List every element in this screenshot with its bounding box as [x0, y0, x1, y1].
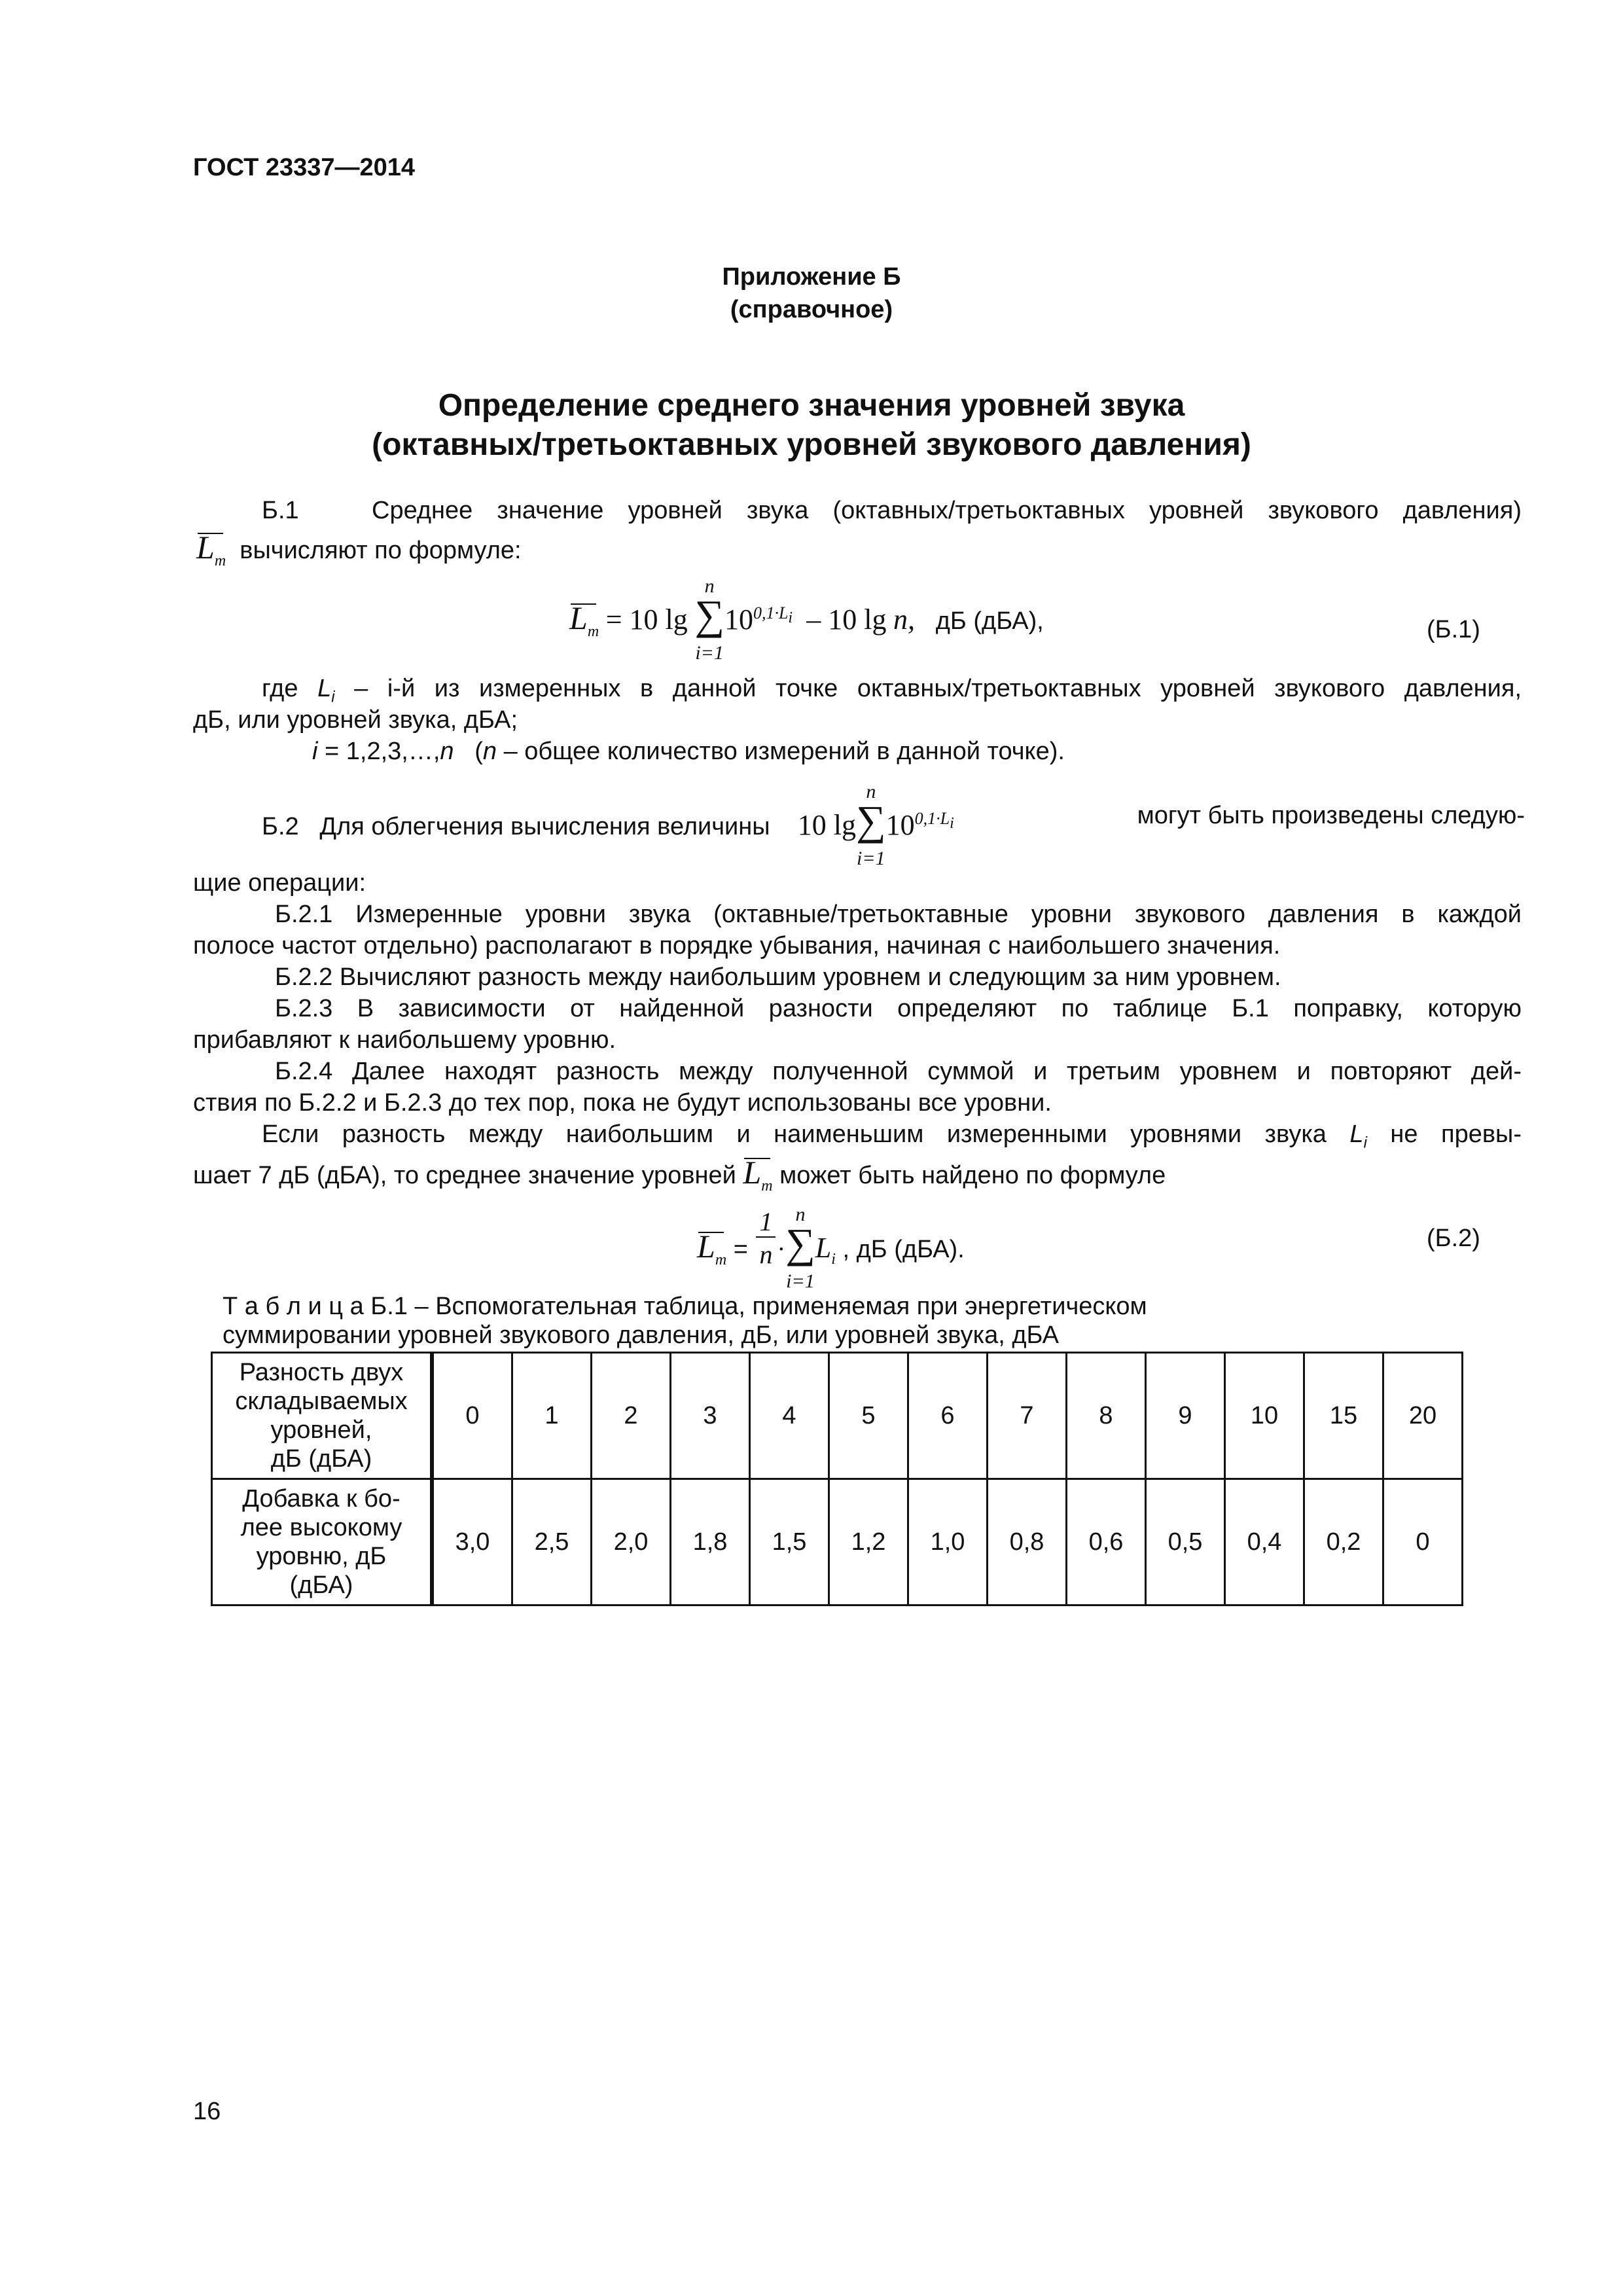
table-cell: 15 [1304, 1353, 1383, 1479]
formula2-sum-symbol: n ∑ i=1 [785, 1204, 815, 1292]
lm-symbol-inline: $L_m$ [743, 1157, 772, 1202]
step-b23-line2: прибавляют к наибольшему уровню. [193, 1026, 616, 1054]
where-li-cont: дБ, или уровней звука, дБА; [193, 706, 518, 734]
formula2-fraction: $\frac{1}{n}$ [755, 1234, 777, 1265]
table-cell: 2,5 [512, 1479, 592, 1605]
b2-sum-symbol: n ∑ i=1 [856, 781, 886, 869]
table-cell: 2 [592, 1353, 671, 1479]
table-cell: 3,0 [432, 1479, 512, 1605]
formula1-minus: – 10 lg [806, 603, 887, 636]
appendix-title: Приложение Б [722, 263, 901, 291]
step-condition-line2: шает 7 дБ (дБА), то среднее значение уровней $L_m$ может быть найдено по формуле [193, 1157, 1166, 1202]
table-caption-line2: суммировании уровней звукового давления, дБ, или уровней звука, дБА [223, 1321, 1059, 1349]
table-cell: 0,4 [1225, 1479, 1304, 1605]
table-cell: 2,0 [592, 1479, 671, 1605]
table-cell: 0,5 [1146, 1479, 1225, 1605]
lm-symbol: $L_m$ [196, 531, 226, 577]
table-cell: 10 [1225, 1353, 1304, 1479]
appendix-subtitle: (справочное) [730, 296, 893, 323]
table-cell: 1,5 [750, 1479, 829, 1605]
table-caption-line1: Т а б л и ц а Б.1 – Вспомогательная таблица, применяемая при энергетическом [223, 1293, 1147, 1320]
formula2-label: (Б.2) [1427, 1225, 1480, 1252]
table-cell: 5 [829, 1353, 908, 1479]
row1-header: Разность двух складываемых уровней, дБ (дБА) [212, 1353, 433, 1479]
step-b22: Б.2.2 Вычисляют разность между наибольшим уровнем и следующим за ним уровнем. [275, 963, 1281, 991]
where-i: i = 1,2,3,…,n (n – общее количество измерений в данной точке). [312, 738, 1065, 765]
table-cell: 1 [512, 1353, 592, 1479]
b1-text2: вычисляют по формуле: [240, 537, 522, 564]
formula-b2: $L_m$ = $\frac{1}{n}$ · n ∑ i=1 $L_i$ , дБ (дБА). [697, 1204, 965, 1292]
row2-header: Добавка к бо- лее высокому уровню, дБ (дБА) [212, 1479, 433, 1605]
table-row [212, 1353, 1463, 1479]
table-cell: 0 [1383, 1479, 1463, 1605]
table-cell: 0,8 [988, 1479, 1067, 1605]
document-id: ГОСТ 23337—2014 [193, 154, 416, 181]
table-cell: 3 [671, 1353, 750, 1479]
formula1-label: (Б.1) [1427, 616, 1480, 643]
table-cell: 8 [1067, 1353, 1146, 1479]
table-cell: 0,6 [1067, 1479, 1146, 1605]
where-li: где $L_i - i-й$ из измеренных в данной точке октавных/третьоктавных уровней звукового давления, [262, 675, 1522, 706]
formula1-lhs: $L_m$ [569, 602, 599, 647]
step-b21-line1: Б.2.1 Измеренные уровни звука (октавные/третьоктавные уровни звукового давления в каждой [275, 901, 1522, 928]
table-cell: 1,2 [829, 1479, 908, 1605]
step-b21-line2: полосе частот отдельно) располагают в порядке убывания, начиная с наибольшего значения. [193, 932, 1281, 960]
b2-text-cont: щие операции: [193, 869, 366, 897]
main-title-line2: (октавных/третьоктавных уровней звукового давления) [372, 427, 1251, 462]
b2-paragraph: Б.2 Для облегчения вычисления величины 10 lg n ∑ i=1 $10^{0,1\cdot L_i}$ [262, 781, 954, 869]
b1-line2 [196, 531, 522, 577]
table-cell: 1,8 [671, 1479, 750, 1605]
b2-text-after: могут быть произведены следую- [1137, 802, 1525, 829]
formula-b1 [569, 575, 1044, 664]
table-cell: 4 [750, 1353, 829, 1479]
page-number: 16 [193, 2098, 221, 2125]
sum-symbol: n ∑ i=1 [694, 575, 724, 664]
b1-paragraph [193, 495, 1522, 526]
main-title-line1: Определение среднего значения уровней звука [438, 388, 1185, 423]
table-cell: 7 [988, 1353, 1067, 1479]
formula1-base: $10^{0,1\cdot L_i}$ [724, 603, 793, 636]
table-cell: 9 [1146, 1353, 1225, 1479]
table-cell: 6 [908, 1353, 988, 1479]
b1-text: Среднее значение уровней звука (октавных/третьоктавных уровней звукового давления) [372, 497, 1522, 524]
b1-number: Б.1 [262, 497, 299, 524]
table-cell: 20 [1383, 1353, 1463, 1479]
formula1-n: n, [893, 603, 916, 636]
step-b23-line1: Б.2.3 В зависимости от найденной разности определяют по таблице Б.1 поправку, которую [275, 995, 1522, 1022]
step-condition-line1: Если разность между наибольшим и наименьшим измеренными уровнями звука $L_i$ не превы- [262, 1121, 1522, 1152]
formula2-term: $L_i$ [815, 1232, 836, 1268]
step-b24-line2: ствия по Б.2.2 и Б.2.3 до тех пор, пока не будут использованы все уровни. [193, 1089, 1052, 1117]
table-row [212, 1479, 1463, 1605]
step-b24-line1: Б.2.4 Далее находят разность между полученной суммой и третьим уровнем и повторяют дей- [275, 1058, 1522, 1085]
table-cell: 0 [432, 1353, 512, 1479]
formula1-coef: = 10 lg [605, 603, 688, 636]
formula2-lhs: $L_m$ [697, 1230, 726, 1276]
table-cell: 1,0 [908, 1479, 988, 1605]
formula1-unit: дБ (дБА), [935, 607, 1044, 635]
table-b1 [211, 1352, 1463, 1606]
table-cell: 0,2 [1304, 1479, 1383, 1605]
